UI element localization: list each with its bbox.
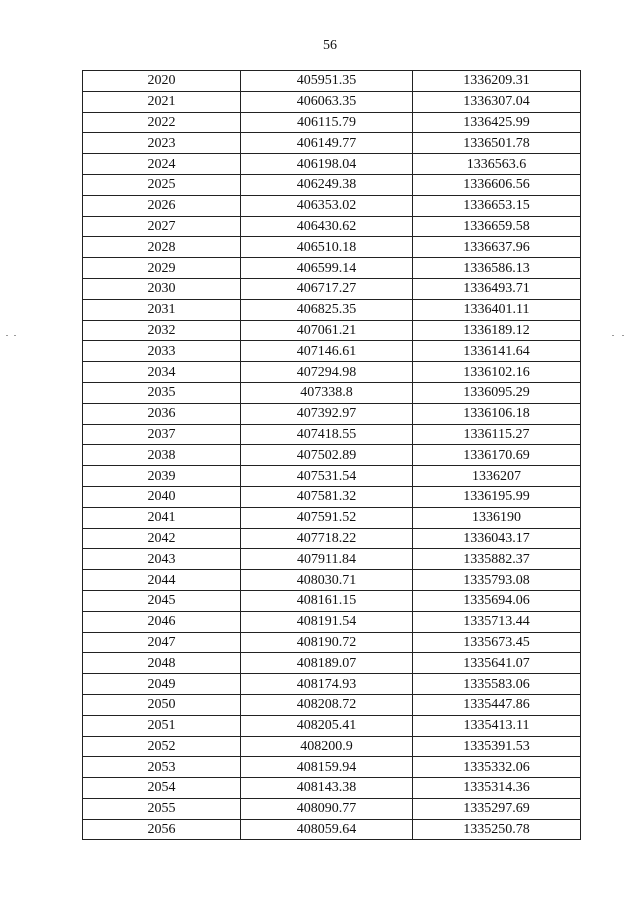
year-cell: 2041 — [83, 507, 241, 528]
table-row — [83, 653, 581, 674]
year-cell: 2043 — [83, 549, 241, 570]
table-row — [83, 528, 581, 549]
y-coordinate-cell: 1335332.06 — [413, 757, 581, 778]
table-row — [83, 133, 581, 154]
year-cell: 2031 — [83, 299, 241, 320]
y-coordinate-cell: 1336606.56 — [413, 174, 581, 195]
year-cell: 2024 — [83, 154, 241, 175]
x-coordinate-cell: 406249.38 — [241, 174, 413, 195]
year-cell: 2039 — [83, 466, 241, 487]
y-coordinate-cell: 1336207 — [413, 466, 581, 487]
y-coordinate-cell: 1335391.53 — [413, 736, 581, 757]
scan-mark — [14, 335, 16, 336]
y-coordinate-cell: 1336425.99 — [413, 112, 581, 133]
table-row — [83, 798, 581, 819]
year-cell: 2025 — [83, 174, 241, 195]
year-cell: 2047 — [83, 632, 241, 653]
x-coordinate-cell: 407581.32 — [241, 486, 413, 507]
x-coordinate-cell: 407502.89 — [241, 445, 413, 466]
y-coordinate-cell: 1335314.36 — [413, 778, 581, 799]
y-coordinate-cell: 1336493.71 — [413, 278, 581, 299]
y-coordinate-cell: 1336043.17 — [413, 528, 581, 549]
x-coordinate-cell: 407911.84 — [241, 549, 413, 570]
x-coordinate-cell: 406353.02 — [241, 195, 413, 216]
y-coordinate-cell: 1336209.31 — [413, 71, 581, 92]
coordinate-table-body — [83, 71, 581, 840]
year-cell: 2052 — [83, 736, 241, 757]
x-coordinate-cell: 407418.55 — [241, 424, 413, 445]
x-coordinate-cell: 407294.98 — [241, 362, 413, 383]
x-coordinate-cell: 406599.14 — [241, 258, 413, 279]
year-cell: 2038 — [83, 445, 241, 466]
x-coordinate-cell: 408161.15 — [241, 590, 413, 611]
year-cell: 2040 — [83, 486, 241, 507]
table-row — [83, 216, 581, 237]
year-cell: 2042 — [83, 528, 241, 549]
y-coordinate-cell: 1335713.44 — [413, 611, 581, 632]
scan-mark — [622, 335, 624, 336]
x-coordinate-cell: 406825.35 — [241, 299, 413, 320]
table-row — [83, 674, 581, 695]
year-cell: 2021 — [83, 91, 241, 112]
table-row — [83, 341, 581, 362]
year-cell: 2055 — [83, 798, 241, 819]
table-row — [83, 320, 581, 341]
y-coordinate-cell: 1336307.04 — [413, 91, 581, 112]
y-coordinate-cell: 1335882.37 — [413, 549, 581, 570]
year-cell: 2029 — [83, 258, 241, 279]
table-row — [83, 549, 581, 570]
x-coordinate-cell: 408191.54 — [241, 611, 413, 632]
x-coordinate-cell: 405951.35 — [241, 71, 413, 92]
year-cell: 2050 — [83, 694, 241, 715]
y-coordinate-cell: 1336141.64 — [413, 341, 581, 362]
y-coordinate-cell: 1336102.16 — [413, 362, 581, 383]
y-coordinate-cell: 1335583.06 — [413, 674, 581, 695]
y-coordinate-cell: 1336586.13 — [413, 258, 581, 279]
year-cell: 2032 — [83, 320, 241, 341]
y-coordinate-cell: 1336190 — [413, 507, 581, 528]
table-row — [83, 466, 581, 487]
x-coordinate-cell: 408030.71 — [241, 570, 413, 591]
table-row — [83, 611, 581, 632]
table-row — [83, 445, 581, 466]
y-coordinate-cell: 1336501.78 — [413, 133, 581, 154]
y-coordinate-cell: 1335250.78 — [413, 819, 581, 840]
x-coordinate-cell: 408189.07 — [241, 653, 413, 674]
year-cell: 2046 — [83, 611, 241, 632]
y-coordinate-cell: 1335297.69 — [413, 798, 581, 819]
year-cell: 2033 — [83, 341, 241, 362]
y-coordinate-cell: 1336095.29 — [413, 382, 581, 403]
page-number: 56 — [323, 38, 337, 53]
y-coordinate-cell: 1336659.58 — [413, 216, 581, 237]
table-row — [83, 237, 581, 258]
year-cell: 2035 — [83, 382, 241, 403]
x-coordinate-cell: 406063.35 — [241, 91, 413, 112]
x-coordinate-cell: 406115.79 — [241, 112, 413, 133]
x-coordinate-cell: 407392.97 — [241, 403, 413, 424]
table-row — [83, 91, 581, 112]
year-cell: 2030 — [83, 278, 241, 299]
table-row — [83, 403, 581, 424]
table-row — [83, 694, 581, 715]
y-coordinate-cell: 1336189.12 — [413, 320, 581, 341]
table-row — [83, 778, 581, 799]
year-cell: 2054 — [83, 778, 241, 799]
y-coordinate-cell: 1335641.07 — [413, 653, 581, 674]
table-row — [83, 424, 581, 445]
table-row — [83, 819, 581, 840]
year-cell: 2023 — [83, 133, 241, 154]
table-row — [83, 632, 581, 653]
y-coordinate-cell: 1336563.6 — [413, 154, 581, 175]
year-cell: 2028 — [83, 237, 241, 258]
scan-mark — [6, 335, 8, 336]
y-coordinate-cell: 1336106.18 — [413, 403, 581, 424]
x-coordinate-cell: 407146.61 — [241, 341, 413, 362]
x-coordinate-cell: 406430.62 — [241, 216, 413, 237]
table-row — [83, 715, 581, 736]
table-row — [83, 154, 581, 175]
x-coordinate-cell: 406149.77 — [241, 133, 413, 154]
x-coordinate-cell: 406510.18 — [241, 237, 413, 258]
table-row — [83, 258, 581, 279]
x-coordinate-cell: 408059.64 — [241, 819, 413, 840]
table-row — [83, 590, 581, 611]
table-row — [83, 757, 581, 778]
y-coordinate-cell: 1336170.69 — [413, 445, 581, 466]
year-cell: 2053 — [83, 757, 241, 778]
y-coordinate-cell: 1336401.11 — [413, 299, 581, 320]
table-row — [83, 195, 581, 216]
x-coordinate-cell: 407718.22 — [241, 528, 413, 549]
table-row — [83, 71, 581, 92]
year-cell: 2020 — [83, 71, 241, 92]
year-cell: 2037 — [83, 424, 241, 445]
coordinate-table-container — [82, 70, 580, 840]
x-coordinate-cell: 408159.94 — [241, 757, 413, 778]
year-cell: 2026 — [83, 195, 241, 216]
y-coordinate-cell: 1336195.99 — [413, 486, 581, 507]
y-coordinate-cell: 1335673.45 — [413, 632, 581, 653]
year-cell: 2045 — [83, 590, 241, 611]
x-coordinate-cell: 407591.52 — [241, 507, 413, 528]
table-row — [83, 507, 581, 528]
y-coordinate-cell: 1335447.86 — [413, 694, 581, 715]
x-coordinate-cell: 408143.38 — [241, 778, 413, 799]
coordinate-table — [82, 70, 581, 840]
x-coordinate-cell: 408174.93 — [241, 674, 413, 695]
y-coordinate-cell: 1335413.11 — [413, 715, 581, 736]
x-coordinate-cell: 408208.72 — [241, 694, 413, 715]
table-row — [83, 278, 581, 299]
year-cell: 2049 — [83, 674, 241, 695]
table-row — [83, 486, 581, 507]
table-row — [83, 362, 581, 383]
x-coordinate-cell: 408090.77 — [241, 798, 413, 819]
x-coordinate-cell: 408205.41 — [241, 715, 413, 736]
year-cell: 2044 — [83, 570, 241, 591]
x-coordinate-cell: 408190.72 — [241, 632, 413, 653]
year-cell: 2051 — [83, 715, 241, 736]
year-cell: 2048 — [83, 653, 241, 674]
table-row — [83, 174, 581, 195]
x-coordinate-cell: 406198.04 — [241, 154, 413, 175]
year-cell: 2034 — [83, 362, 241, 383]
y-coordinate-cell: 1335793.08 — [413, 570, 581, 591]
x-coordinate-cell: 406717.27 — [241, 278, 413, 299]
table-row — [83, 570, 581, 591]
table-row — [83, 112, 581, 133]
x-coordinate-cell: 407531.54 — [241, 466, 413, 487]
table-row — [83, 382, 581, 403]
x-coordinate-cell: 407061.21 — [241, 320, 413, 341]
y-coordinate-cell: 1335694.06 — [413, 590, 581, 611]
table-row — [83, 736, 581, 757]
y-coordinate-cell: 1336637.96 — [413, 237, 581, 258]
scan-mark — [612, 335, 614, 336]
x-coordinate-cell: 408200.9 — [241, 736, 413, 757]
y-coordinate-cell: 1336653.15 — [413, 195, 581, 216]
year-cell: 2027 — [83, 216, 241, 237]
year-cell: 2056 — [83, 819, 241, 840]
year-cell: 2022 — [83, 112, 241, 133]
year-cell: 2036 — [83, 403, 241, 424]
x-coordinate-cell: 407338.8 — [241, 382, 413, 403]
y-coordinate-cell: 1336115.27 — [413, 424, 581, 445]
table-row — [83, 299, 581, 320]
